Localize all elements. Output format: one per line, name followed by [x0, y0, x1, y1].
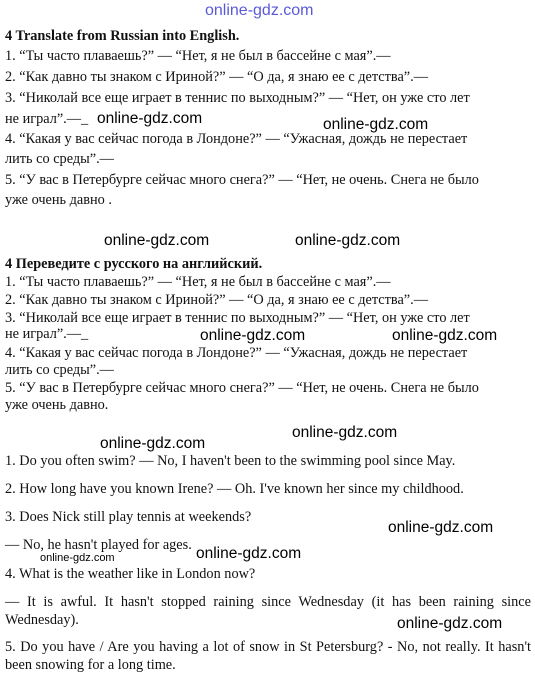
watermark: online-gdz.com	[200, 327, 306, 344]
section2-line: 1. “Ты часто плаваешь?” — “Нет, я не был в бассейне с мая”.—	[5, 274, 391, 290]
section2-heading: 4 Переведите с русского на английский.	[5, 256, 263, 272]
watermark-small: online-gdz.com	[40, 552, 115, 564]
answer-3: 3. Does Nick still play tennis at weekends?	[5, 509, 252, 525]
watermark: online-gdz.com	[397, 615, 503, 632]
section1-line: 3. “Николай все еще играет в теннис по выходным?” — “Нет, он уже сто лет	[5, 90, 470, 106]
watermark: online-gdz.com	[388, 519, 494, 536]
section2-line: 2. “Как давно ты знаком с Ириной?” — “О да, я знаю ее с детства”.—	[5, 292, 429, 308]
answer-5: 5. Do you have / Are you having a lot of snow in St Petersburg? - No, not really. It hasn't been snowing for a long time.	[5, 639, 531, 673]
section1-line: 1. “Ты часто плаваешь?” — “Нет, я не был в бассейне с мая”.—	[5, 48, 391, 64]
section1-line: 5. “У вас в Петербурге сейчас много снега?” — “Нет, не очень. Снега не было	[5, 172, 479, 188]
section1-line: не играл”.—_	[5, 111, 89, 127]
watermark: online-gdz.com	[97, 110, 203, 127]
section1-line: уже очень давно .	[5, 192, 112, 208]
answer-4-reply: — It is awful. It hasn't stopped raining since Wednesday (it has been raining since Wednesday).	[5, 594, 531, 628]
answer-2: 2. How long have you known Irene? — Oh. I've known her since my childhood.	[5, 481, 464, 497]
watermark: online-gdz.com	[295, 232, 401, 249]
section2-line: 5. “У вас в Петербурге сейчас много снега?” — “Нет, не очень. Снега не было	[5, 380, 479, 396]
section1-heading: 4 Translate from Russian into English.	[5, 28, 240, 44]
answer-1: 1. Do you often swim? — No, I haven't been to the swimming pool since May.	[5, 453, 456, 469]
section1-line: 2. “Как давно ты знаком с Ириной?” — “О да, я знаю ее с детства”.—	[5, 69, 429, 85]
watermark: online-gdz.com	[100, 435, 206, 452]
watermark-top: online-gdz.com	[205, 2, 314, 19]
watermark: online-gdz.com	[392, 327, 498, 344]
section2-line: уже очень давно.	[5, 397, 109, 413]
section2-line: 4. “Какая у вас сейчас погода в Лондоне?” — “Ужасная, дождь не перестает	[5, 345, 468, 361]
section1-line: 4. “Какая у вас сейчас погода в Лондоне?” — “Ужасная, дождь не перестает	[5, 131, 468, 147]
section1-line: лить со среды”.—	[5, 151, 114, 167]
watermark: online-gdz.com	[292, 424, 398, 441]
section2-line: 3. “Николай все еще играет в теннис по выходным?” — “Нет, он уже сто лет	[5, 310, 470, 326]
watermark: online-gdz.com	[196, 545, 302, 562]
answer-4: 4. What is the weather like in London now?	[5, 566, 256, 582]
answer-3-reply: — No, he hasn't played for ages.	[5, 537, 192, 553]
watermark: online-gdz.com	[323, 116, 429, 133]
watermark: online-gdz.com	[104, 232, 210, 249]
section2-line: лить со среды”.—	[5, 362, 114, 378]
section2-line: не играл”.—_	[5, 326, 89, 342]
